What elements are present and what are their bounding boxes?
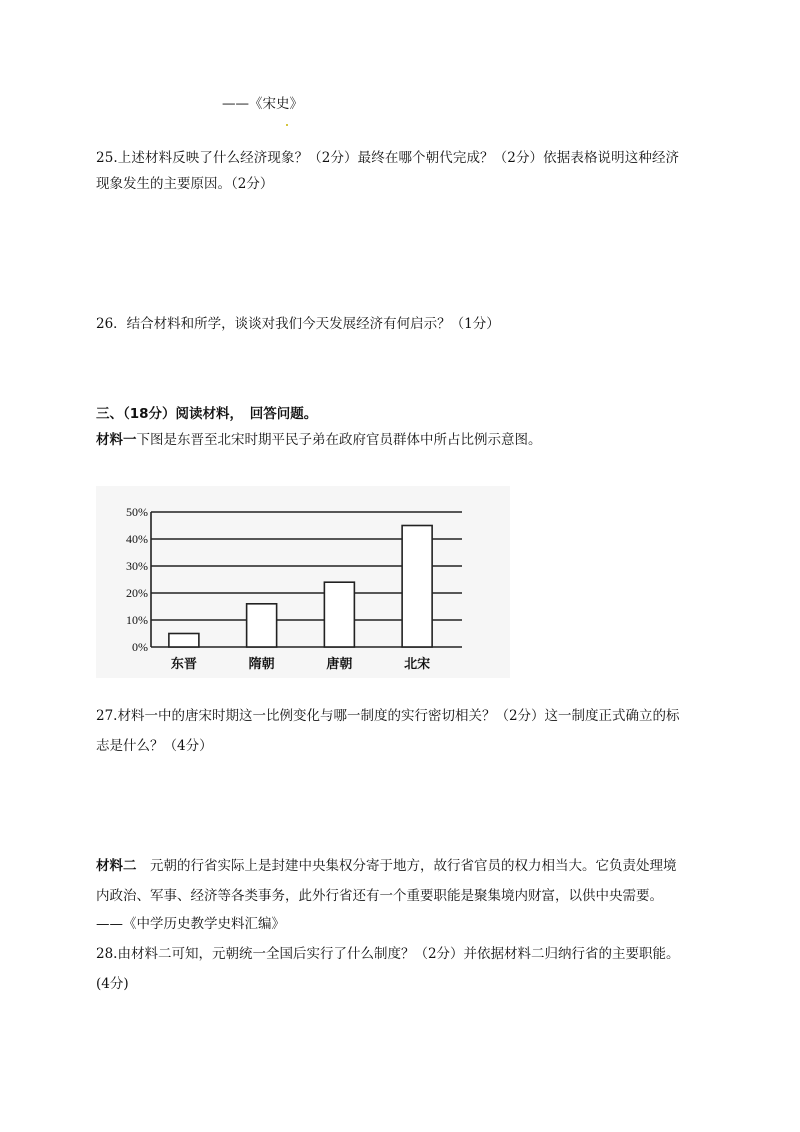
- material-2-label: 材料二: [96, 858, 137, 874]
- question-25-line1: 25.上述材料反映了什么经济现象？（2分）最终在哪个朝代完成？（2分）依据表格说明这种经济: [96, 150, 680, 166]
- y-tick-label: 40%: [126, 532, 148, 546]
- material-2-line2: 内政治、军事、经济等各类事务，此外行省还有一个重要职能是聚集境内财富，以供中央需要。: [96, 888, 663, 904]
- x-category-label: 北宋: [404, 657, 431, 672]
- question-27-line1: 27.材料一中的唐宋时期这一比例变化与哪一制度的实行密切相关？（2分）这一制度正式确立的标: [96, 708, 680, 724]
- bar: [324, 582, 354, 647]
- x-category-label: 隋朝: [248, 657, 275, 672]
- bar-chart-svg: [96, 486, 510, 678]
- material-1-text: 下图是东晋至北宋时期平民子弟在政府官员群体中所占比例示意图。: [136, 432, 542, 448]
- yellow-mark: [286, 124, 288, 126]
- question-28-line1: 28.由材料二可知，元朝统一全国后实行了什么制度？（2分）并依据材料二归纳行省的主要职能。: [96, 946, 680, 962]
- y-tick-label: 30%: [126, 559, 148, 573]
- question-26: 26．结合材料和所学，谈谈对我们今天发展经济有何启示？（1分）: [96, 316, 500, 332]
- x-category-label: 东晋: [170, 657, 197, 672]
- material-2-text-1: 元朝的行省实际上是封建中央集权分寄于地方，故行省官员的权力相当大。它负责处理境: [150, 858, 677, 874]
- bar: [247, 604, 277, 647]
- y-tick-label: 0%: [132, 640, 148, 654]
- question-28-line2: (4分): [96, 976, 129, 992]
- y-tick-label: 50%: [126, 505, 148, 519]
- y-tick-label: 20%: [126, 586, 148, 600]
- section-3-heading: 三、（18分）阅读材料， 回答问题。: [96, 406, 318, 422]
- question-27-line2: 志是什么？（4分）: [96, 738, 213, 754]
- bar-chart: [96, 486, 510, 678]
- material-1-label: 材料一: [96, 432, 137, 448]
- material-2-source: ——《中学历史教学史料汇编》: [96, 916, 285, 932]
- bar: [169, 634, 199, 648]
- question-25-line2: 现象发生的主要原因。（2分）: [96, 176, 274, 192]
- x-category-label: 唐朝: [326, 657, 353, 672]
- material-1-line: [96, 428, 542, 448]
- y-tick-label: 10%: [126, 613, 148, 627]
- bar: [402, 526, 432, 648]
- material-2-line1: [96, 854, 677, 874]
- song-shi-source: ——《宋史》: [222, 96, 303, 112]
